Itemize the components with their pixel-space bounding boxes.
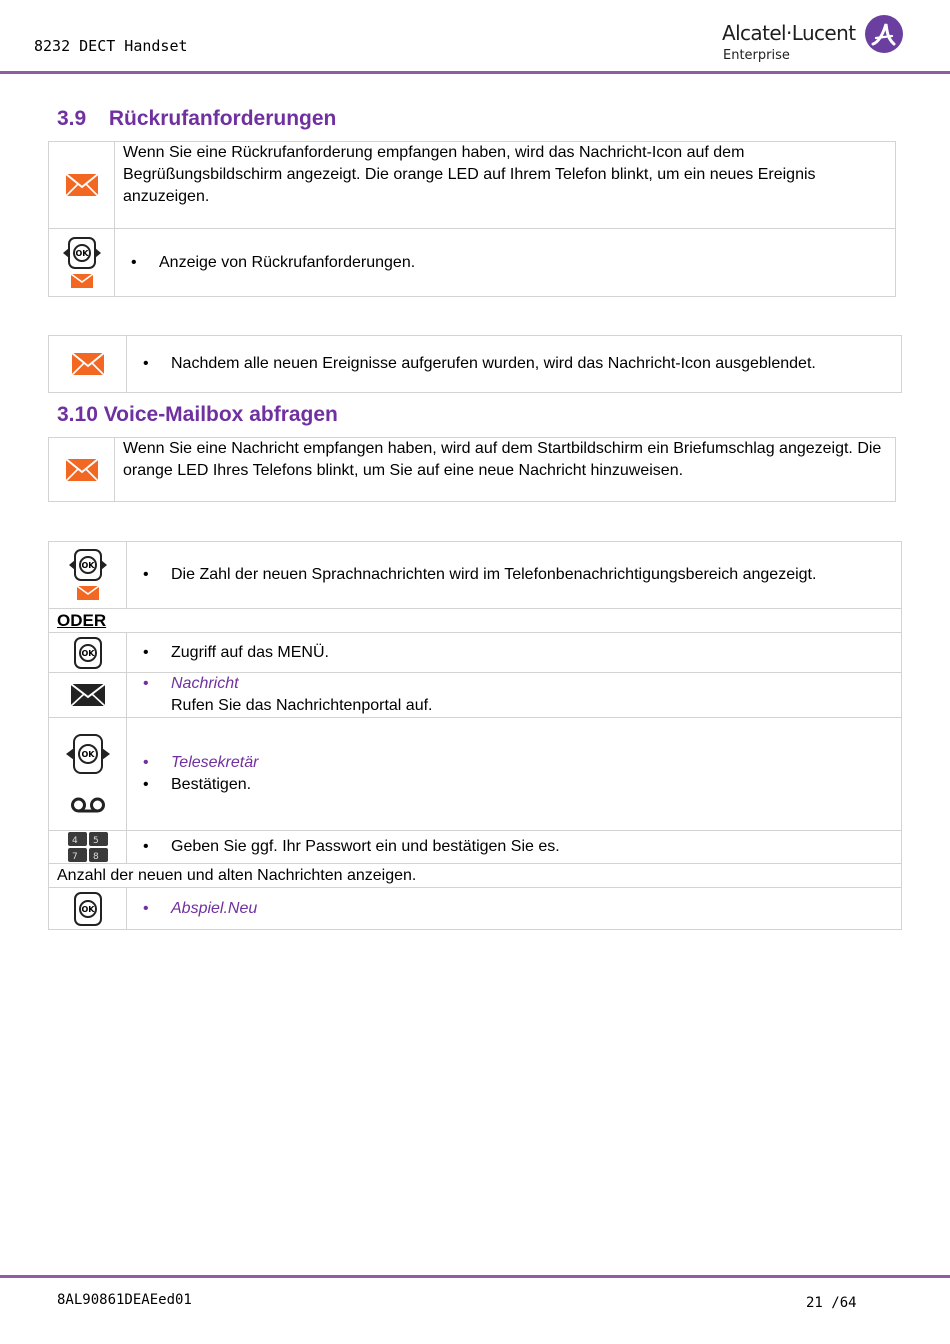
brand-logo xyxy=(722,14,912,66)
ok-key-icon xyxy=(73,892,103,926)
voicemail-steps-table xyxy=(48,541,902,930)
callback-display-bullet: • Anzeige von Rückrufanforderungen. xyxy=(93,252,887,274)
ok-navigation-key-icon xyxy=(68,549,108,581)
document-title: 8232 DECT Handset xyxy=(34,37,188,55)
brand-sub: Enterprise xyxy=(723,48,790,63)
brand-name: Alcatel·Lucent xyxy=(722,21,856,45)
callback-hidden-table xyxy=(48,335,902,393)
keypad-digit: 7 xyxy=(71,852,78,862)
bullet-cell xyxy=(127,888,902,930)
answering-machine-label: Telesekretär xyxy=(171,754,259,771)
bullet-cell xyxy=(127,633,902,673)
bullet-cell xyxy=(127,718,902,831)
bullet-cell xyxy=(127,673,902,718)
bullet-cell xyxy=(127,336,902,393)
section-title: Rückrufanforderungen xyxy=(108,107,337,130)
document-code: 8AL90861DEAEed01 xyxy=(57,1292,192,1308)
voicemail-intro-table xyxy=(48,437,896,502)
ok-navigation-key-icon xyxy=(65,734,111,774)
icon-hidden-bullet: • Nachdem alle neuen Ereignisse aufgerufen wurden, wird das Nachricht-Icon ausgeblendet. xyxy=(105,353,893,375)
message-portal-text: Rufen Sie das Nachrichtenportal auf. xyxy=(171,697,433,714)
svg-text:OK: OK xyxy=(81,648,94,658)
bullet-cell xyxy=(127,831,902,864)
play-new-item xyxy=(105,898,893,920)
message-label: Nachricht xyxy=(171,675,239,692)
new-voicemail-count-bullet: • Die Zahl der neuen Sprachnachrichten wird im Telefonbenachrichtigungsbereich angezeigt. xyxy=(105,564,893,586)
section-number: 3.9 xyxy=(57,107,87,130)
callback-table xyxy=(48,141,896,297)
alcatel-lucent-logo-icon xyxy=(864,14,904,54)
callback-description: Wenn Sie eine Rückrufanforderung empfangen haben, wird das Nachricht-Icon auf dem Begrüßungsbildschirm angezeigt. Die orange LED auf Ihrem Telefon blinkt, um ein neues Ereignis anzuzeigen. xyxy=(115,142,896,229)
envelope-orange-icon xyxy=(65,458,99,482)
svg-text:OK: OK xyxy=(81,561,94,570)
message-count-text: Anzahl der neuen und alten Nachrichten anzeigen. xyxy=(49,864,902,888)
section-number: 3.10 xyxy=(57,403,98,426)
answering-machine-item xyxy=(105,752,893,774)
envelope-orange-icon xyxy=(76,585,100,601)
or-separator: ODER xyxy=(49,609,902,633)
confirm-bullet: • Bestätigen. xyxy=(105,774,893,796)
header-rule xyxy=(0,71,950,74)
section-title: Voice-Mailbox abfragen xyxy=(103,403,338,426)
keypad-icon xyxy=(67,831,109,863)
section-heading-3-9 xyxy=(57,107,336,131)
section-heading-3-10 xyxy=(57,403,338,427)
voicemail-description: Wenn Sie eine Nachricht empfangen haben, wird auf dem Startbildschirm ein Briefumschlag angezeigt. Die orange LED Ihres Telefons blinkt, um Sie auf eine neue Nachricht hinzuweisen. xyxy=(115,438,896,502)
keypad-digit: 8 xyxy=(92,852,99,862)
play-new-label: Abspiel.Neu xyxy=(171,899,258,917)
envelope-orange-icon xyxy=(71,352,105,376)
svg-text:OK: OK xyxy=(81,750,94,759)
envelope-orange-icon xyxy=(70,273,94,289)
svg-text:OK: OK xyxy=(75,248,88,258)
envelope-orange-icon xyxy=(65,173,99,197)
svg-text:OK: OK xyxy=(81,904,94,914)
icon-cell xyxy=(49,142,115,229)
menu-access-bullet: • Zugriff auf das MENÜ. xyxy=(105,642,893,664)
keypad-digit: 4 xyxy=(71,836,78,846)
envelope-black-icon xyxy=(70,683,106,707)
footer-rule xyxy=(0,1275,950,1278)
icon-cell xyxy=(49,438,115,502)
ok-key-icon xyxy=(73,637,103,669)
message-menu-item xyxy=(105,673,893,717)
page-number: 21 /64 xyxy=(806,1295,857,1311)
keypad-digit: 5 xyxy=(92,836,99,846)
bullet-cell xyxy=(115,229,896,297)
password-bullet: • Geben Sie ggf. Ihr Passwort ein und bestätigen Sie es. xyxy=(105,836,893,858)
bullet-cell xyxy=(127,542,902,609)
voicemail-icon xyxy=(70,796,106,814)
